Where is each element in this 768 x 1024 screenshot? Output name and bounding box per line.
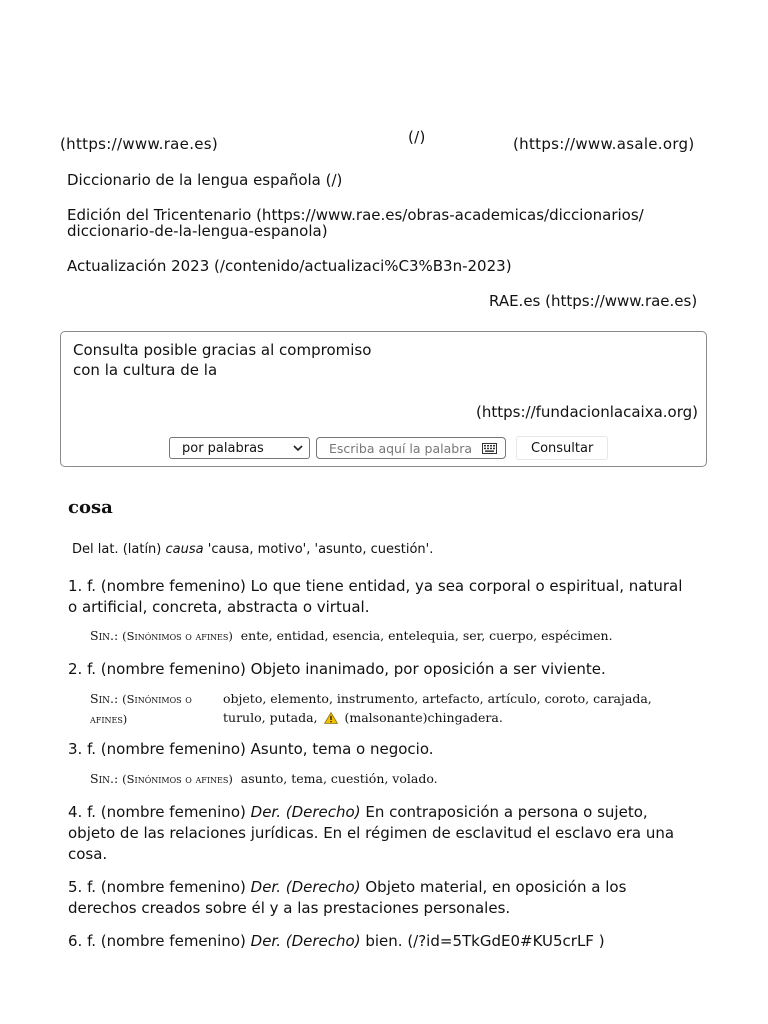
synonyms-3 xyxy=(90,769,438,789)
def-text: En contraposición a persona o sujeto, objeto de las relaciones jurídicas. En el régimen de esclavitud el esclavo era una cosa. xyxy=(68,803,675,863)
syn-list-line1: objeto, elemento, instrumento, artefacto, artículo, coroto, carajada, xyxy=(223,691,652,706)
warning-icon xyxy=(324,712,338,724)
chevron-down-icon xyxy=(293,445,303,452)
search-row xyxy=(169,436,608,460)
def-tag: Der. (Derecho) xyxy=(250,932,361,950)
etym-rest: 'causa, motivo', 'asunto, cuestión'. xyxy=(207,542,434,557)
keyboard-icon[interactable] xyxy=(482,443,497,454)
promo-line1: Consulta posible gracias al compromiso xyxy=(73,341,372,359)
asale-link[interactable]: (https://www.asale.org) xyxy=(513,135,695,153)
def-num: 2. f. (nombre femenino) xyxy=(68,660,246,678)
etymology xyxy=(72,542,433,557)
promo-text xyxy=(73,340,393,380)
promo-link[interactable]: (https://fundacionlacaixa.org) xyxy=(476,403,698,421)
nav-edition-line2: diccionario-de-la-lengua-espanola) xyxy=(67,222,328,240)
def-num: 4. f. (nombre femenino) xyxy=(68,803,246,821)
definition-5 xyxy=(68,877,688,919)
search-input[interactable] xyxy=(316,437,506,459)
synonyms-2-label xyxy=(90,689,215,729)
syn-paren-1: (Sinónimos o xyxy=(122,692,192,706)
search-mode-value: por palabras xyxy=(182,440,264,456)
def-text: Objeto inanimado, por oposición a ser viviente. xyxy=(250,660,606,678)
entry-word: cosa xyxy=(68,497,113,518)
def-num: 1. f. (nombre femenino) xyxy=(68,577,246,595)
rae-link[interactable]: (https://www.rae.es) xyxy=(60,135,219,153)
definition-1 xyxy=(68,576,688,618)
def-num: 6. f. (nombre femenino) xyxy=(68,932,246,950)
syn-list-line2a: turulo, putada, xyxy=(223,710,318,725)
syn-label: Sin.: xyxy=(90,771,119,786)
synonyms-2 xyxy=(223,689,652,727)
nav-edition-line1: Edición del Tricentenario (https://www.rae.es/obras-academicas/diccionarios/ xyxy=(67,206,644,224)
def-tag: Der. (Derecho) xyxy=(250,878,361,896)
def-num: 3. f. (nombre femenino) xyxy=(68,740,246,758)
search-placeholder: Escriba aquí la palabra xyxy=(329,440,472,456)
syn-label: Sin.: xyxy=(90,628,119,643)
definition-3 xyxy=(68,739,688,760)
search-mode-select[interactable] xyxy=(169,437,310,459)
def-text: Asunto, tema o negocio. xyxy=(250,740,434,758)
def-tag: Der. (Derecho) xyxy=(250,803,361,821)
syn-paren: (Sinónimos o afines) xyxy=(122,629,233,643)
def-text: Objeto material, en oposición a los derechos creados sobre él y a las prestaciones personales. xyxy=(68,878,627,917)
syn-list-line2b: (malsonante)chingadera. xyxy=(344,710,503,725)
nav-dictionary-link[interactable]: Diccionario de la lengua española (/) xyxy=(67,171,343,189)
def-text: Lo que tiene entidad, ya sea corporal o espiritual, natural o artificial, concreta, abstracta o virtual. xyxy=(68,577,683,616)
definition-6 xyxy=(68,931,688,952)
home-link[interactable]: (/) xyxy=(408,128,426,146)
def-num: 5. f. (nombre femenino) xyxy=(68,878,246,896)
nav-edition-link[interactable] xyxy=(67,207,644,239)
consult-button[interactable]: Consultar xyxy=(516,436,608,460)
definition-2 xyxy=(68,659,688,680)
etym-prefix: Del lat. (latín) xyxy=(72,542,162,557)
definition-4 xyxy=(68,802,688,865)
syn-list-line2 xyxy=(223,708,652,727)
syn-label: Sin.: xyxy=(90,691,119,706)
etym-word: causa xyxy=(165,542,204,557)
syn-list: ente, entidad, esencia, entelequia, ser, cuerpo, espécimen. xyxy=(240,628,613,643)
syn-paren: (Sinónimos o afines) xyxy=(122,772,233,786)
nav-update-link[interactable]: Actualización 2023 (/contenido/actualizaci%C3%B3n-2023) xyxy=(67,257,512,275)
def-link[interactable]: bien. (/?id=5TkGdE0#KU5crLF ) xyxy=(365,932,605,950)
promo-line2: con la cultura de la xyxy=(73,361,218,379)
nav-rae-es-link[interactable]: RAE.es (https://www.rae.es) xyxy=(489,292,698,310)
syn-paren-2: afines) xyxy=(90,712,128,726)
synonyms-1 xyxy=(90,626,613,646)
syn-list: asunto, tema, cuestión, volado. xyxy=(240,771,438,786)
search-panel xyxy=(60,331,707,467)
